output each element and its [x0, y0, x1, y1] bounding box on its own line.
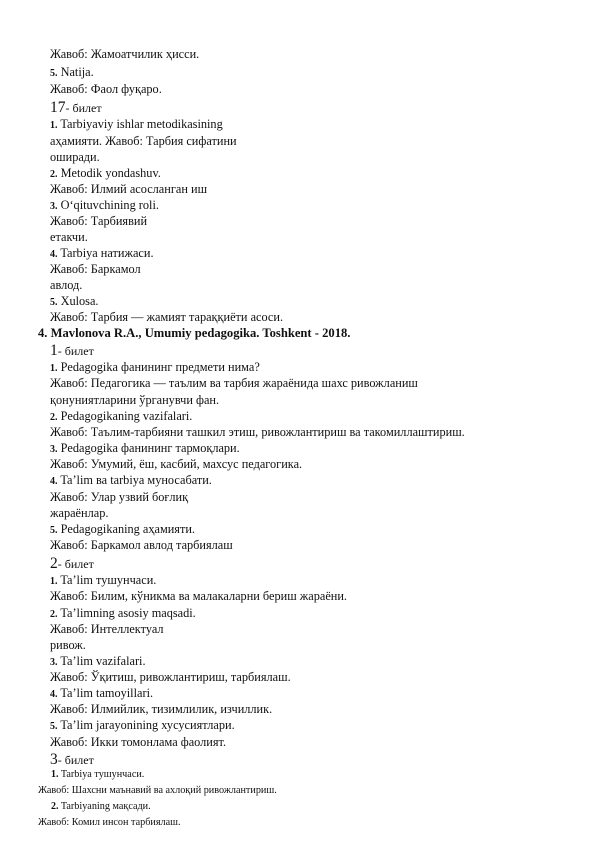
answer-line [50, 278, 82, 293]
answer-line [50, 262, 141, 277]
line-text: Tarbiya тушунчаси. [58, 769, 145, 780]
line-text: - билет [57, 753, 94, 767]
line-text: Tarbiyaning мақсади. [58, 801, 151, 812]
question-number: 5. [50, 721, 58, 732]
line-text: авлод. [50, 278, 83, 292]
question-line [51, 768, 144, 781]
answer-line [50, 82, 162, 97]
line-text: ривож. [50, 638, 86, 652]
answer-line [50, 150, 100, 165]
ticket-number: 17 [50, 99, 66, 116]
line-text: Жавоб: Ўқитиш, ривожлантириш, тарбиялаш. [50, 670, 291, 684]
answer-line [38, 784, 277, 797]
answer-line [50, 589, 347, 604]
line-text: Жавоб: Баркамол [50, 262, 141, 276]
question-line [50, 686, 153, 701]
line-text: Жавоб: Педагогика — таълим ва тарбия жараёнида шахс ривожланиш [50, 376, 418, 390]
section-heading [38, 326, 350, 341]
question-number: 3. [50, 657, 58, 668]
ticket-heading [50, 752, 94, 767]
ticket-heading [50, 343, 94, 358]
question-line [50, 198, 159, 213]
question-number: 1. [51, 769, 59, 780]
question-number: 3. [50, 201, 58, 212]
question-number: 2. [51, 801, 59, 812]
line-text: Жавоб: Комил инсон тарбиялаш. [38, 817, 181, 828]
line-text: оширади. [50, 150, 100, 164]
line-text: Жавоб: Икки томонлама фаолият. [50, 735, 227, 749]
question-line [50, 718, 235, 733]
question-number: 5. [50, 68, 58, 79]
answer-line [50, 622, 164, 637]
question-number: 1. [50, 576, 58, 587]
question-number: 4. [50, 249, 58, 260]
ticket-heading [50, 100, 102, 115]
line-text: Tarbiya натижаси. [57, 246, 154, 260]
line-text: - билет [57, 344, 94, 358]
ticket-number: 1 [50, 342, 58, 359]
line-text: Жавоб: Тарбия — жамият тараққиёти асоси. [50, 310, 284, 324]
question-line [50, 441, 240, 456]
question-line [50, 473, 212, 488]
answer-line [50, 638, 86, 653]
line-text: Жавоб: Илмийлик, тизимлилик, изчиллик. [50, 702, 273, 716]
answer-line [50, 538, 233, 553]
question-number: 1. [50, 363, 58, 374]
answer-line [50, 425, 465, 440]
question-line [50, 654, 146, 669]
line-text: Ta’lim vazifalari. [57, 654, 146, 668]
line-text: Жавоб: Жамоатчилик ҳисси. [50, 47, 200, 61]
line-text: - билет [65, 101, 102, 115]
line-text: Жавоб: Фаол фуқаро. [50, 82, 162, 96]
line-text: Жавоб: Умумий, ёш, касбий, махсус педагогика. [50, 457, 303, 471]
line-text: Жавоб: Таълим-тарбияни ташкил этиш, ривожлантириш ва такомиллаштириш. [50, 425, 465, 439]
question-line [50, 294, 99, 309]
question-line [50, 166, 161, 181]
question-number: 2. [50, 412, 58, 423]
question-number: 2. [50, 609, 58, 620]
question-line [50, 117, 223, 132]
line-text: Жавоб: Интеллектуал [50, 622, 164, 636]
question-number: 5. [50, 525, 58, 536]
question-number: 2. [50, 169, 58, 180]
line-text: Ta’lim tamoyillari. [57, 686, 154, 700]
answer-line [50, 376, 418, 391]
question-line [50, 606, 196, 621]
line-text: Metodik yondashuv. [57, 166, 161, 180]
question-line [50, 65, 94, 80]
line-text: O‘qituvchining roli. [57, 198, 159, 212]
line-text: Xulosa. [57, 294, 99, 308]
question-number: 1. [50, 120, 58, 131]
answer-line [50, 490, 188, 505]
answer-line [50, 310, 283, 325]
answer-line [50, 47, 199, 62]
answer-line [50, 735, 226, 750]
answer-line [50, 506, 108, 521]
line-text: Жавоб: Баркамол авлод тарбиялаш [50, 538, 233, 552]
question-number: 5. [50, 297, 58, 308]
line-text: қонуниятларини ўрганувчи фан. [50, 393, 220, 407]
line-text: Жавоб: Тарбиявий [50, 214, 148, 228]
ticket-number: 3 [50, 751, 58, 768]
line-text: Pedagogikaning vazifalari. [57, 409, 193, 423]
answer-line [50, 214, 147, 229]
line-text: Жавоб: Шахсни маънавий ва ахлоқий ривожлантириш. [38, 785, 277, 796]
answer-line [50, 670, 291, 685]
line-text: Жавоб: Илмий асосланган иш [50, 182, 208, 196]
question-line [51, 800, 151, 813]
question-number: 3. [50, 444, 58, 455]
ticket-heading [50, 556, 94, 571]
line-text: 4. Mavlonova R.A., Umumiy pedagogika. Toshkent - 2018. [38, 326, 351, 340]
line-text: Жавоб: Улар узвий боғлиқ [50, 490, 189, 504]
line-text: аҳамияти. Жавоб: Тарбия сифатини [50, 134, 237, 148]
question-line [50, 409, 192, 424]
answer-line [50, 134, 237, 149]
line-text: - билет [57, 557, 94, 571]
answer-line [38, 816, 181, 829]
line-text: етакчи. [50, 230, 88, 244]
line-text: Natija. [57, 65, 94, 79]
question-line [50, 573, 156, 588]
question-number: 4. [50, 476, 58, 487]
question-number: 4. [50, 689, 58, 700]
answer-line [50, 457, 302, 472]
line-text: Tarbiyaviy ishlar metodikasining [57, 117, 223, 131]
line-text: Ta’limning asosiy maqsadi. [57, 606, 196, 620]
line-text: Ta’lim тушунчаси. [57, 573, 157, 587]
line-text: Жавоб: Билим, кўникма ва малакаларни бериш жараёни. [50, 589, 348, 603]
question-line [50, 522, 195, 537]
line-text: жараёнлар. [50, 506, 109, 520]
line-text: Pedagogikaning аҳамияти. [57, 522, 195, 536]
answer-line [50, 230, 88, 245]
line-text: Ta’lim ва tarbiya муносабати. [57, 473, 212, 487]
answer-line [50, 702, 272, 717]
ticket-number: 2 [50, 555, 58, 572]
line-text: Ta’lim jarayonining хусусиятлари. [57, 718, 235, 732]
answer-line [50, 393, 219, 408]
question-line [50, 246, 154, 261]
line-text: Pedagogika фанининг предмети нима? [57, 360, 260, 374]
answer-line [50, 182, 207, 197]
question-line [50, 360, 260, 375]
line-text: Pedagogika фанининг тармоқлари. [57, 441, 240, 455]
